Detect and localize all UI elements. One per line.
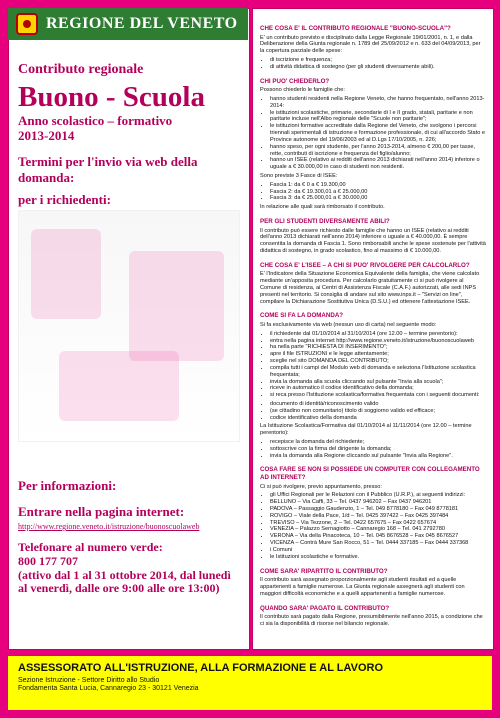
step: • recepisce la domanda del richiedente; — [270, 439, 486, 446]
info-url-link[interactable]: http://www.regione.veneto.it/istruzione/buonoscuolaweb — [18, 522, 200, 531]
doc-item: • codice identificativo della domanda — [270, 415, 486, 422]
kicker: Contributo regionale — [18, 62, 144, 77]
fascia: • Fascia 2: da € 19.300,01 a € 25.000,00 — [270, 189, 486, 196]
step: • invia la domanda alla Regione cliccando sul pulsante "Invia alla Regione". — [270, 453, 486, 460]
section-heading: QUANDO SARA' PAGATO IL CONTRIBUTO? — [260, 604, 390, 612]
step: • apre il file ISTRUZIONI e le legge attentamente; — [270, 351, 486, 358]
office-item: • i Comuni — [270, 547, 486, 554]
bullet-item: • di iscrizione e frequenza; — [270, 57, 486, 64]
offices-list — [270, 492, 486, 560]
section-heading: COSA FARE SE NON SI POSSIEDE UN COMPUTER CON COLLEGAMENTO AD INTERNET? — [260, 466, 480, 481]
section-text: Si fa esclusivamente via web (nessun uso di carta) nel seguente modo: — [260, 322, 437, 328]
section-text: Possono chiederlo le famiglie che: — [260, 87, 345, 94]
step: • si reca presso l'Istituzione scolastica/formativa frequentata con i seguenti documenti: — [270, 392, 486, 399]
section-text: Il contributo sarà assegnato proporzionalmente agli studenti risultati ed a quelle appartenenti a famiglie numerose. La Giunta regionale assegnerà agli studenti con maggiori difficoltà economiche e a quelli appartenenti a famiglie numerose. — [260, 577, 465, 597]
bullet-item: • hanno speso, per ogni studente, per l'anno 2013-2014, almeno € 200,00 per tasse, rette, contributi di iscrizione e frequenza del figlio/alunno; — [270, 144, 486, 158]
section-heading: CHE COSA E' L'ISEE – A CHI SI PUO' RIVOLGERE PER CALCOLARLO? — [260, 261, 470, 269]
main-title: Buono - Scuola — [18, 81, 205, 113]
deadlines-title: Termini per l'invio via web della domanda: — [18, 154, 198, 185]
required-docs — [270, 401, 486, 421]
bullet-item: • le istituzioni scolastiche, primarie, secondarie di I e II grado, statali, paritarie e non paritarie incluse nell'Albo regionale delle "Scuole non paritarie"; — [270, 110, 486, 124]
fascia: • Fascia 1: da € 0 a € 19.300,00 — [270, 182, 486, 189]
doc-item: • documento di identità/riconoscimento valido — [270, 401, 486, 408]
section-heading: COME SI FA LA DOMANDA? — [260, 312, 344, 320]
steps-list — [270, 331, 486, 399]
office-item: • TREVISO – Via Tezzone, 2 – Tel. 0422 657675 – Fax 0422 657674 — [270, 520, 486, 527]
step: • ha nella parte "RICHIESTA DI INSERIMENTO"; — [270, 344, 486, 351]
info-enter-label: Entrare nella pagina internet: — [18, 504, 185, 519]
section-heading: CHI PUO' CHIEDERLO? — [260, 77, 330, 85]
step[interactable]: • entra nella pagina internet http://www.regione.veneto.it/istruzione/buonoscuolaweb — [270, 338, 486, 345]
deadline-who: per i richiedenti: — [18, 191, 111, 207]
bullet-item: • di attività didattica di sostegno (per gli studenti diversamente abili). — [270, 64, 486, 71]
region-seal-icon — [16, 13, 38, 35]
section-text: E' l'Indicatore della Situazione Economica Equivalente della famiglia, che viene calcolato mediante un'apposita procedura. Per calcolarlo gratuitamente ci si può rivolgere al Comune di residenza, ai Centri di Assistenza Fiscale (C.A.F.) autorizzati, alle sedi INPS presenti nel territorio. Si consiglia di andare sul sito www.inps.it – "Servizi on line", compilare la Dichiarazione Sostitutiva Unica (D.S.U.) ed ottenere l'attestazione ISEE. — [260, 271, 480, 305]
fascia: • Fascia 3: da € 25.000,01 a € 30.000,00 — [270, 195, 486, 202]
section-text: Sono previste 3 Fasce di ISEE: — [260, 172, 338, 179]
region-name: REGIONE DEL VENETO — [46, 15, 238, 32]
step: • invia la domanda alla scuola cliccando sul pulsante "Invia alla scuola"; — [270, 379, 486, 386]
step: • sottoscrive con la firma del dirigente la domanda; — [270, 446, 486, 453]
office-item: • VICENZA – Contrà Mure San Rocco, 51 – Tel. 0444 337185 – Fax 0444 337368 — [270, 540, 486, 547]
section-text: In relazione alle quali sarà rimborsato il contributo. — [260, 204, 385, 211]
section-text: Il contributo sarà pagato dalla Regione, presumibilmente nell'anno 2015, a condizione che ci sia la disponibilità di risorse nel bilancio regionale. — [260, 614, 483, 627]
office-item: • gli Uffici Regionali per le Relazioni con il Pubblico (U.R.P.), ai seguenti indirizzi: — [270, 492, 486, 499]
section-heading: COME SARA' RIPARTITO IL CONTRIBUTO? — [260, 567, 388, 575]
bullet-item: • le istituzioni formative accreditate dalla Regione del Veneto, che svolgono i percorsi triennali sperimentali di istruzione e formazione professionale, di cui all'accordo Stato e Province autonome del 19/06/2003 ed al D.Lgs 17/10/2005, n. 226; — [270, 123, 486, 143]
bullet-list — [270, 96, 486, 171]
step: • il richiedente dal 01/10/2014 al 31/10/2014 (ore 12.00 – termine perentorio): — [270, 331, 486, 338]
footer-title: ASSESSORATO ALL'ISTRUZIONE, ALLA FORMAZIONE E AL LAVORO — [18, 662, 384, 674]
info-title: Per informazioni: — [18, 478, 117, 493]
section-heading: CHE COSA E' IL CONTRIBUTO REGIONALE "BUONO-SCUOLA"? — [260, 25, 451, 32]
section-text: E' un contributo previsto e disciplinato dalla Legge Regionale 19/01/2001, n. 1, e dalla Deliberazione della Giunta regionale n. 1789 del 25/09/2012 e n. 633 del 04/09/2013, per la copertura parziale delle spese: — [260, 34, 481, 55]
step: • compila tutti i campi del Modulo web di domanda e seleziona l'Istituzione scolastica frequentata; — [270, 365, 486, 379]
bullet-item: • hanno studenti residenti nella Regione Veneto, che hanno frequentato, nell'anno 2013-2014: — [270, 96, 486, 110]
info-block — [18, 478, 240, 596]
step: • sceglie nel sito DOMANDA DEL CONTRIBUTO; — [270, 358, 486, 365]
footer-subtitle: Sezione Istruzione - Settore Diritto allo Studio — [18, 677, 160, 684]
section-text: Ci si può rivolgere, previo appuntamento, presso: — [260, 483, 382, 490]
footer — [8, 656, 492, 710]
section-heading: PER GLI STUDENTI DIVERSAMENTE ABILI? — [260, 218, 390, 225]
office-item: • BELLUNO – Via Caffi, 33 – Tel. 0437 946202 – Fax 0437 946201 — [270, 499, 486, 506]
fasce-list — [270, 182, 486, 202]
step: • riceve in automatico il codice identificativo della domanda; — [270, 385, 486, 392]
steps-list-2 — [270, 439, 486, 459]
office-item: • VERONA – Via della Pinacoteca, 10 – Tel. 045 8676528 – Fax 045 8676527 — [270, 533, 486, 540]
right-text — [260, 18, 486, 630]
office-item: • le Istituzioni scolastiche e formative. — [270, 554, 486, 561]
school-year: Anno scolastico – formativo 2013-2014 — [18, 113, 173, 144]
footer-address: Fondamenta Santa Lucia, Cannaregio 23 - 30121 Venezia — [18, 685, 199, 692]
office-item: • ROVIGO – Viale della Pace, 1/d – Tel. 0425 397422 – Fax 0425 397484 — [270, 513, 486, 520]
section-text: Il contributo può essere richiesto dalle famiglie che hanno un ISEE (relativo ai redditi dell'anno 2013 dichiarati nell'anno 2014) inferiore o uguale a € 40.000,00. È sempre consentita la domanda di Fascia 1. Sono rimborsabili anche le spese sostenute per l'attività didattica di sostegno, in grado scolastico, fino al massimo di € 10.000,00. — [260, 227, 486, 254]
section-text: La Istituzione Scolastica/Formativa dal 01/10/2014 al 11/11/2014 (ore 12.00 – termine perentorio): — [260, 423, 472, 437]
bullet-list — [270, 57, 486, 71]
doc-item: • (se cittadino non comunitario) titolo di soggiorno valido ed efficace; — [270, 408, 486, 415]
region-logo — [8, 8, 248, 40]
info-phone: Telefonare al numero verde: 800 177 707 (attivo dal 1 al 31 ottobre 2014, dal lunedì al venerdì, dalle ore 9:00 alle ore 13:00) — [18, 540, 231, 596]
office-item: • VENEZIA – Palazzo Sernagiotto – Cannaregio 168 – Tel. 041 2792780 — [270, 526, 486, 533]
office-item: • PADOVA – Passaggio Gaudenzio, 1 – Tel. 049 8778180 – Fax 049 8778181 — [270, 506, 486, 513]
bullet-item: • hanno un ISEE (relativo ai redditi dell'anno 2013 dichiarati nell'anno 2014) inferiore o uguale a € 30.000,00 in caso di studenti non residenti. — [270, 157, 486, 171]
illustration — [18, 210, 240, 442]
